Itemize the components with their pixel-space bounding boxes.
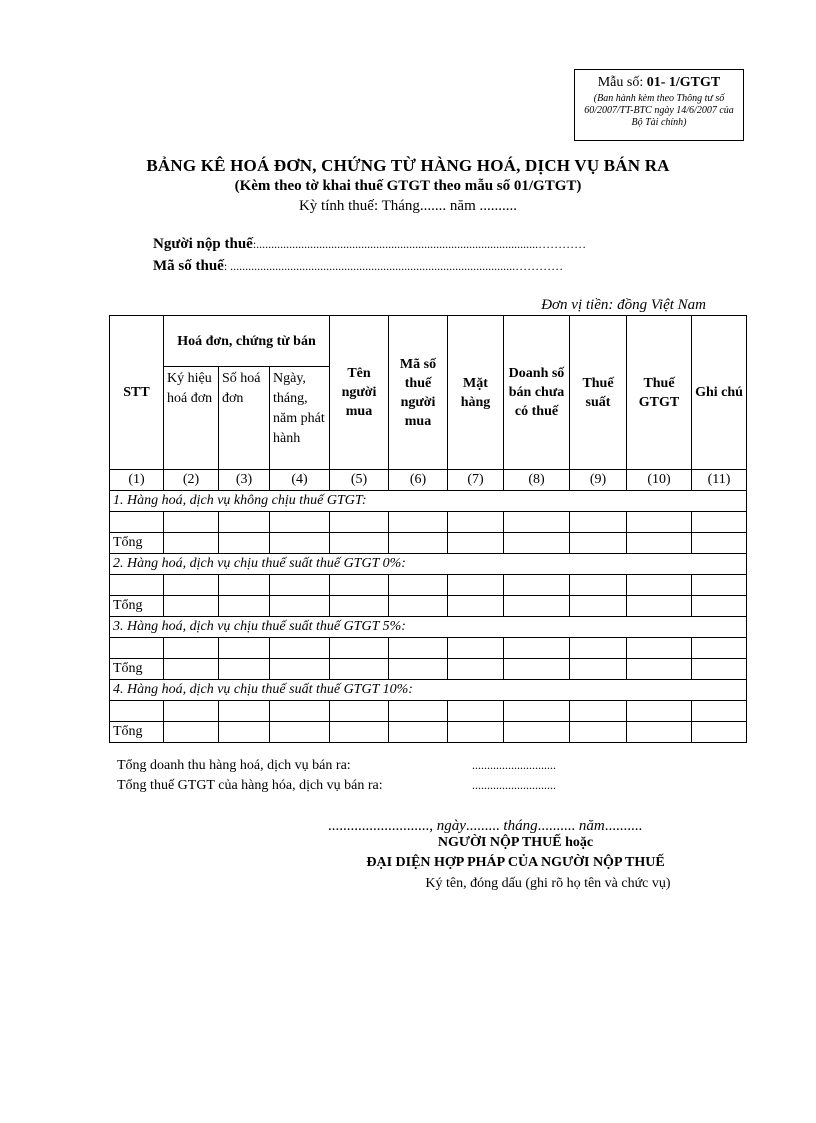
taxpayer-name-row bbox=[153, 236, 586, 253]
table-row bbox=[110, 701, 747, 722]
cell[interactable] bbox=[448, 722, 504, 743]
col-num: (4) bbox=[270, 470, 330, 491]
tax-period: Kỳ tính thuế: Tháng....... năm .......... bbox=[298, 198, 518, 214]
col-num: (11) bbox=[692, 470, 747, 491]
cell[interactable] bbox=[570, 722, 627, 743]
total-revenue-field[interactable]: ............................ bbox=[472, 758, 556, 772]
cell[interactable] bbox=[504, 512, 570, 533]
header-note: Ghi chú bbox=[692, 316, 747, 470]
cell[interactable] bbox=[504, 701, 570, 722]
year-field[interactable]: .......... bbox=[604, 818, 643, 834]
signature-place-field[interactable]: ..........................., bbox=[328, 818, 433, 834]
cell[interactable] bbox=[164, 533, 219, 554]
cell[interactable] bbox=[448, 596, 504, 617]
form-code-box bbox=[574, 69, 744, 141]
section-title: 1. Hàng hoá, dịch vụ không chịu thuế GTGT: bbox=[110, 491, 747, 512]
form-code bbox=[575, 75, 743, 91]
cell[interactable] bbox=[627, 722, 692, 743]
cell[interactable] bbox=[219, 533, 270, 554]
table-row bbox=[110, 575, 747, 596]
table-row bbox=[110, 638, 747, 659]
cell[interactable] bbox=[270, 596, 330, 617]
header-stt: STT bbox=[110, 316, 164, 470]
document-title: BẢNG KÊ HOÁ ĐƠN, CHỨNG TỪ HÀNG HOÁ, DỊCH VỤ BÁN RA bbox=[146, 156, 670, 175]
taxpayer-name-field[interactable]: :..............................................................................................………… bbox=[252, 237, 587, 251]
cell[interactable] bbox=[110, 701, 164, 722]
cell[interactable] bbox=[270, 638, 330, 659]
day-field[interactable]: ......... bbox=[465, 818, 500, 834]
invoice-ledger-table bbox=[109, 315, 747, 743]
taxpayer-name-label: Người nộp thuế bbox=[153, 236, 253, 252]
cell[interactable] bbox=[164, 659, 219, 680]
cell[interactable] bbox=[270, 533, 330, 554]
total-vat-row bbox=[117, 778, 556, 794]
month-label: tháng bbox=[503, 818, 538, 834]
cell[interactable] bbox=[389, 722, 448, 743]
total-label: Tổng bbox=[110, 533, 164, 554]
cell[interactable] bbox=[389, 512, 448, 533]
cell[interactable] bbox=[570, 533, 627, 554]
header-invoice-no: Số hoá đơn bbox=[219, 367, 270, 470]
cell[interactable] bbox=[389, 638, 448, 659]
cell[interactable] bbox=[164, 575, 219, 596]
cell[interactable] bbox=[389, 596, 448, 617]
section-title: 4. Hàng hoá, dịch vụ chịu thuế suất thuế GTGT 10%: bbox=[110, 680, 747, 701]
cell[interactable] bbox=[448, 512, 504, 533]
cell[interactable] bbox=[219, 596, 270, 617]
total-vat-label: Tổng thuế GTGT của hàng hóa, dịch vụ bán ra: bbox=[117, 778, 383, 793]
section-title: 2. Hàng hoá, dịch vụ chịu thuế suất thuế GTGT 0%: bbox=[110, 554, 747, 575]
total-row bbox=[110, 659, 747, 680]
header-invoice-group: Hoá đơn, chứng từ bán bbox=[164, 316, 330, 367]
col-num: (6) bbox=[389, 470, 448, 491]
form-issuance-note: (Ban hành kèm theo Thông tư số 60/2007/TT-BTC ngày 14/6/2007 của Bộ Tài chính) bbox=[584, 93, 734, 128]
cell[interactable] bbox=[504, 722, 570, 743]
cell[interactable] bbox=[448, 533, 504, 554]
cell[interactable] bbox=[627, 701, 692, 722]
col-num: (1) bbox=[110, 470, 164, 491]
form-code-value: 01- 1/GTGT bbox=[646, 75, 721, 90]
header-row-top bbox=[110, 316, 747, 367]
total-label: Tổng bbox=[110, 596, 164, 617]
cell[interactable] bbox=[570, 512, 627, 533]
signer-representative: ĐẠI DIỆN HỢP PHÁP CỦA NGƯỜI NỘP THUẾ bbox=[366, 855, 665, 870]
cell[interactable] bbox=[570, 575, 627, 596]
cell[interactable] bbox=[270, 722, 330, 743]
cell[interactable] bbox=[504, 659, 570, 680]
cell[interactable] bbox=[164, 701, 219, 722]
section-title-row bbox=[110, 554, 747, 575]
tax-code-field[interactable]: : ...............................................................................................………… bbox=[223, 259, 564, 273]
tax-code-row bbox=[153, 258, 563, 275]
total-row bbox=[110, 722, 747, 743]
cell[interactable] bbox=[164, 638, 219, 659]
cell[interactable] bbox=[219, 575, 270, 596]
cell[interactable] bbox=[627, 533, 692, 554]
header-buyer-tax-code: Mã số thuế người mua bbox=[389, 316, 448, 470]
section-title-row bbox=[110, 680, 747, 701]
header-tax-rate: Thuế suất bbox=[570, 316, 627, 470]
cell[interactable] bbox=[330, 575, 389, 596]
col-num: (3) bbox=[219, 470, 270, 491]
cell[interactable] bbox=[270, 701, 330, 722]
signature-instruction: Ký tên, đóng dấu (ghi rõ họ tên và chức vụ) bbox=[425, 876, 671, 891]
cell[interactable] bbox=[219, 512, 270, 533]
cell[interactable] bbox=[330, 638, 389, 659]
signature-date-line bbox=[328, 818, 642, 835]
cell[interactable] bbox=[330, 659, 389, 680]
cell[interactable] bbox=[692, 575, 747, 596]
cell[interactable] bbox=[270, 575, 330, 596]
cell[interactable] bbox=[219, 701, 270, 722]
header-issue-date: Ngày, tháng, năm phát hành bbox=[270, 367, 330, 470]
col-num: (8) bbox=[504, 470, 570, 491]
cell[interactable] bbox=[110, 512, 164, 533]
cell[interactable] bbox=[219, 638, 270, 659]
day-label: ngày bbox=[436, 818, 466, 834]
cell[interactable] bbox=[270, 512, 330, 533]
cell[interactable] bbox=[389, 533, 448, 554]
cell[interactable] bbox=[570, 701, 627, 722]
section-title: 3. Hàng hoá, dịch vụ chịu thuế suất thuế GTGT 5%: bbox=[110, 617, 747, 638]
header-vat: Thuế GTGT bbox=[627, 316, 692, 470]
cell[interactable] bbox=[270, 659, 330, 680]
col-num: (7) bbox=[448, 470, 504, 491]
total-revenue-row bbox=[117, 758, 556, 774]
col-num: (2) bbox=[164, 470, 219, 491]
cell[interactable] bbox=[219, 722, 270, 743]
cell[interactable] bbox=[692, 533, 747, 554]
cell[interactable] bbox=[110, 575, 164, 596]
col-num: (5) bbox=[330, 470, 389, 491]
cell[interactable] bbox=[219, 659, 270, 680]
cell[interactable] bbox=[448, 638, 504, 659]
form-code-prefix: Mẫu số: bbox=[597, 75, 647, 90]
cell[interactable] bbox=[692, 722, 747, 743]
total-label: Tổng bbox=[110, 659, 164, 680]
cell[interactable] bbox=[448, 701, 504, 722]
cell[interactable] bbox=[330, 596, 389, 617]
table-row bbox=[110, 512, 747, 533]
cell[interactable] bbox=[627, 512, 692, 533]
cell[interactable] bbox=[627, 638, 692, 659]
header-buyer-name: Tên người mua bbox=[330, 316, 389, 470]
section-title-row bbox=[110, 491, 747, 512]
cell[interactable] bbox=[389, 701, 448, 722]
cell[interactable] bbox=[504, 575, 570, 596]
header-symbol: Ký hiệu hoá đơn bbox=[164, 367, 219, 470]
cell[interactable] bbox=[330, 722, 389, 743]
cell[interactable] bbox=[330, 533, 389, 554]
total-vat-field[interactable]: ............................ bbox=[472, 778, 556, 792]
cell[interactable] bbox=[110, 638, 164, 659]
cell[interactable] bbox=[389, 575, 448, 596]
cell[interactable] bbox=[692, 638, 747, 659]
total-revenue-label: Tổng doanh thu hàng hoá, dịch vụ bán ra: bbox=[117, 758, 351, 773]
col-num: (10) bbox=[627, 470, 692, 491]
cell[interactable] bbox=[627, 659, 692, 680]
cell[interactable] bbox=[330, 512, 389, 533]
cell[interactable] bbox=[692, 512, 747, 533]
cell[interactable] bbox=[448, 659, 504, 680]
cell[interactable] bbox=[504, 533, 570, 554]
total-label: Tổng bbox=[110, 722, 164, 743]
tax-code-label: Mã số thuế bbox=[153, 258, 224, 274]
cell[interactable] bbox=[448, 575, 504, 596]
header-goods: Mặt hàng bbox=[448, 316, 504, 470]
cell[interactable] bbox=[164, 722, 219, 743]
cell[interactable] bbox=[570, 659, 627, 680]
cell[interactable] bbox=[504, 596, 570, 617]
cell[interactable] bbox=[164, 596, 219, 617]
cell[interactable] bbox=[692, 701, 747, 722]
col-num: (9) bbox=[570, 470, 627, 491]
cell[interactable] bbox=[164, 512, 219, 533]
total-row bbox=[110, 596, 747, 617]
total-row bbox=[110, 533, 747, 554]
section-title-row bbox=[110, 617, 747, 638]
currency-unit: Đơn vị tiền: đồng Việt Nam bbox=[541, 297, 706, 313]
column-number-row bbox=[110, 470, 747, 491]
signer-title: NGƯỜI NỘP THUẾ hoặc bbox=[437, 835, 594, 850]
year-label: năm bbox=[578, 818, 605, 834]
cell[interactable] bbox=[389, 659, 448, 680]
month-field[interactable]: .......... bbox=[537, 818, 576, 834]
cell[interactable] bbox=[692, 659, 747, 680]
cell[interactable] bbox=[330, 701, 389, 722]
cell[interactable] bbox=[570, 596, 627, 617]
cell[interactable] bbox=[692, 596, 747, 617]
cell[interactable] bbox=[627, 596, 692, 617]
cell[interactable] bbox=[627, 575, 692, 596]
header-revenue: Doanh số bán chưa có thuế bbox=[504, 316, 570, 470]
cell[interactable] bbox=[570, 638, 627, 659]
cell[interactable] bbox=[504, 638, 570, 659]
document-subtitle: (Kèm theo tờ khai thuế GTGT theo mẫu số 01/GTGT) bbox=[234, 178, 582, 194]
